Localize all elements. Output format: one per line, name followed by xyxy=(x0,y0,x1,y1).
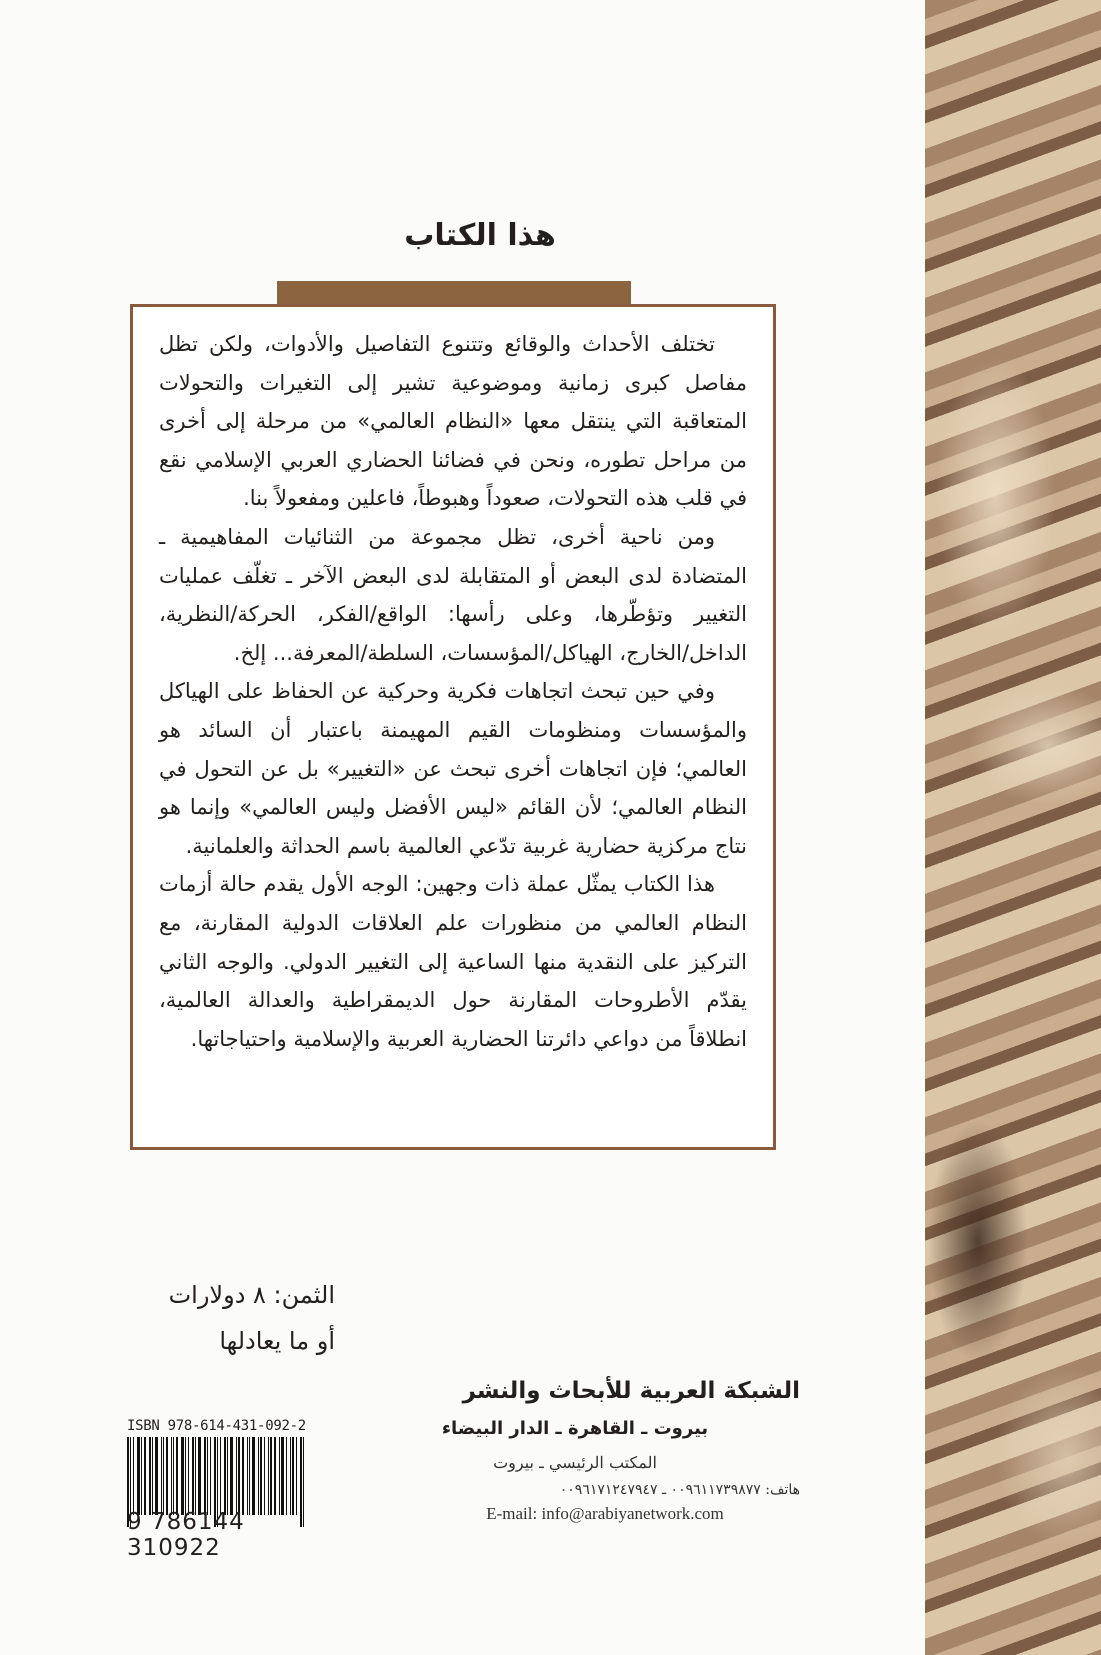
blurb-box xyxy=(130,304,776,1150)
barcode-bar xyxy=(163,1437,164,1515)
blurb-paragraph: وفي حين تبحث اتجاهات فكرية وحركية عن الحفاظ على الهياكل والمؤسسات ومنظومات القيم المهيمنة باعتبار أن السائد هو العالمي؛ فإن اتجاهات أخرى تبحث عن «التغيير» بل عن التحول في النظام العالمي؛ لأن القائم «ليس الأفضل وليس العالمي» وإنما هو نتاج مركزية حضارية غربية تدّعي العالمية باسم الحداثة والعلمانية. xyxy=(159,679,747,858)
barcode-bar xyxy=(161,1437,162,1515)
barcode-bar xyxy=(264,1437,265,1515)
barcode-bar xyxy=(144,1437,146,1515)
barcode-digits: 9 786144 310922 xyxy=(127,1509,245,1561)
barcode-bar xyxy=(192,1437,194,1515)
barcode-bar xyxy=(185,1437,186,1515)
heading-accent-bar xyxy=(277,281,631,304)
blurb-paragraph: تختلف الأحداث والوقائع وتتنوع التفاصيل والأدوات، ولكن تظل مفاصل كبرى زمانية وموضوعية تشير إلى التغيرات والتحولات المتعاقبة التي ينتقل معها «النظام العالمي» من مرحلة إلى أخرى من مراحل تطوره، ونحن في فضائنا الحضاري العربي الإسلامي نقع في قلب هذه التحولات، صعوداً وهبوطاً، فاعلين ومفعولاً بنا. xyxy=(159,332,747,511)
publisher-phone: هاتف: ٠٠٩٦١١٧٣٩٨٧٧ ـ ٠٠٩٦١٧١٢٤٧٩٤٧ xyxy=(559,1482,800,1498)
barcode-bar xyxy=(281,1437,284,1515)
barcode-bar xyxy=(292,1437,294,1515)
blurb-text xyxy=(159,325,747,1058)
blurb-paragraph: هذا الكتاب يمثّل عملة ذات وجهين: الوجه الأول يقدم حالة أزمات النظام العالمي من منظورات علم العلاقات الدولية المقارنة، مع التركيز على النقدية منها الساعية إلى التغيير الدولي. والوجه الثاني يقدّم الأطروحات المقارنة حول الديمقراطية والعدالة العالمية، انطلاقاً من دواعي دائرتنا الحضارية العربية والإسلامية واحتياجاتها. xyxy=(159,872,747,1051)
barcode-bar xyxy=(236,1437,237,1515)
price-line: الثمن: ٨ دولارات xyxy=(168,1281,335,1309)
barcode-bar xyxy=(152,1437,153,1515)
barcode-bar xyxy=(141,1437,142,1515)
barcode-bar xyxy=(195,1437,196,1515)
barcode-bar xyxy=(238,1437,240,1515)
barcode-bar xyxy=(279,1437,280,1515)
isbn-barcode xyxy=(127,1418,339,1561)
price-equivalent: أو ما يعادلها xyxy=(219,1327,335,1355)
barcode-bar xyxy=(207,1437,208,1515)
barcode-bar xyxy=(270,1437,272,1515)
barcode-bar xyxy=(303,1437,304,1527)
blurb-paragraph: ومن ناحية أخرى، تظل مجموعة من الثنائيات المفاهيمية ـ المتضادة لدى البعض أو المتقابلة لدى البعض الآخر ـ تغلّف عمليات التغيير وتؤطّرها، وعلى رأسها: الواقع/الفكر، الحركة/النظرية، الداخل/الخارج، الهياكل/المؤسسات، السلطة/المعرفة... إلخ. xyxy=(159,524,747,665)
publisher-email: E-mail: info@arabiyanetwork.com xyxy=(486,1504,724,1523)
barcode-bar xyxy=(198,1437,201,1515)
barcode-bar xyxy=(188,1437,189,1515)
barcode-bar xyxy=(227,1437,228,1515)
barcode-bar xyxy=(173,1437,174,1515)
barcode-bar xyxy=(230,1437,233,1515)
barcode-bar xyxy=(242,1437,244,1515)
barcode-bar xyxy=(171,1437,172,1515)
publisher-name: الشبكة العربية للأبحاث والنشر xyxy=(462,1378,800,1404)
barcode-bar xyxy=(252,1437,255,1515)
barcode-bar xyxy=(249,1437,250,1515)
barcode-bar xyxy=(137,1437,140,1515)
barcode-bar xyxy=(260,1437,262,1515)
barcode-bar xyxy=(210,1437,211,1515)
barcode-bar xyxy=(258,1437,259,1515)
barcode-bar xyxy=(220,1437,221,1515)
barcode-bar xyxy=(300,1437,302,1527)
barcode-bar xyxy=(274,1437,276,1515)
price-block xyxy=(125,1272,335,1364)
barcode-bar xyxy=(176,1437,178,1515)
section-heading: هذا الكتاب xyxy=(404,218,556,253)
barcode-bar xyxy=(181,1437,184,1515)
barcode-bar xyxy=(224,1437,226,1515)
publisher-block xyxy=(380,1378,800,1524)
barcode-bar xyxy=(247,1437,248,1515)
barcode-bar xyxy=(204,1437,206,1515)
cover-artwork-strip xyxy=(925,0,1101,1655)
publisher-office: المكتب الرئيسي ـ بيروت xyxy=(493,1453,657,1472)
barcode-bar xyxy=(268,1437,269,1515)
barcode-bar xyxy=(296,1437,297,1515)
barcode-bar xyxy=(286,1437,287,1515)
barcode-bar xyxy=(133,1437,134,1515)
barcode-bar xyxy=(290,1437,291,1515)
publisher-cities: بيروت ـ القاهرة ـ الدار البيضاء xyxy=(441,1418,709,1439)
barcode-bar xyxy=(166,1437,168,1515)
barcode-bar xyxy=(149,1437,151,1515)
isbn-label: ISBN 978-614-431-092-2 xyxy=(127,1418,306,1434)
barcode-bar xyxy=(155,1437,158,1515)
